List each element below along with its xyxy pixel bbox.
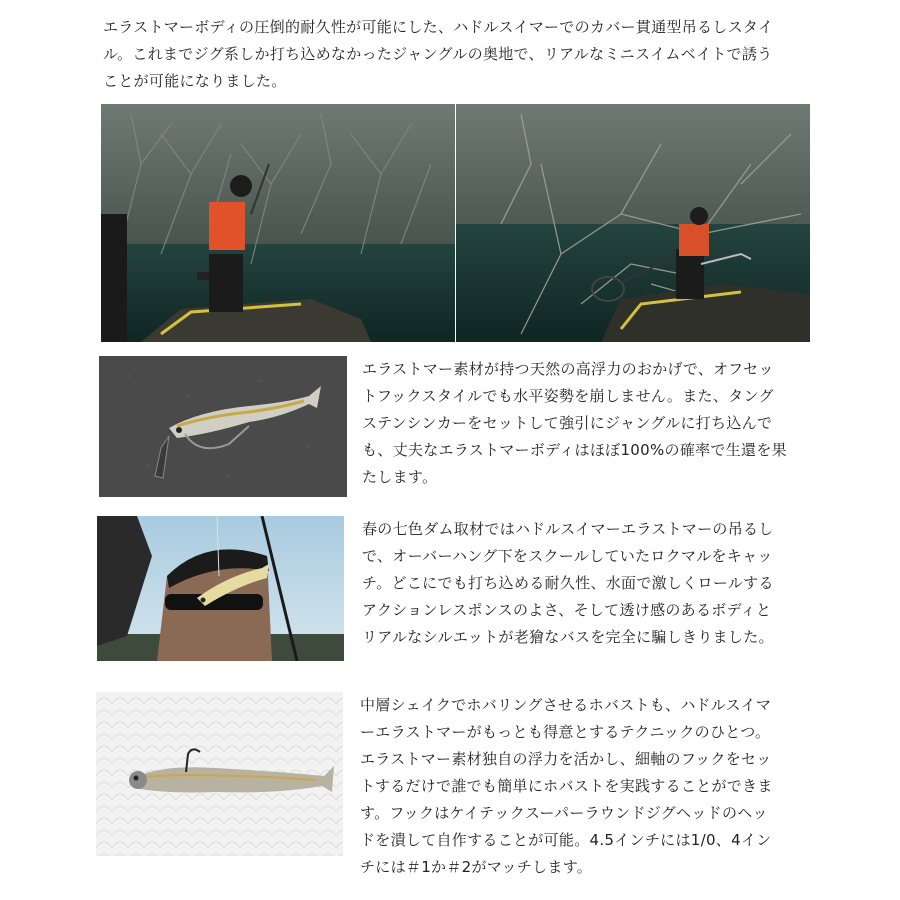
section1-line: エラストマー素材が持つ天然の高浮力のおかげで、オフセッ	[362, 360, 774, 378]
section2-paragraph	[362, 516, 774, 651]
intro-line: ことが可能になりました。	[103, 72, 287, 90]
intro-line: ル。これまでジグ系しか打ち込めなかったジャングルの奥地で、リアルなミニスイムベイトで誘う	[103, 45, 773, 63]
section1-paragraph	[362, 356, 787, 491]
section1-line: ステンシンカーをセットして強引にジャングルに打ち込んで	[362, 414, 773, 432]
fishing-jungle-photo	[101, 104, 810, 342]
section3-line: ドを潰して自作することが可能。4.5インチには1/0、4イン	[360, 831, 772, 849]
section2-line: 春の七色ダム取材ではハドルスイマーエラストマーの吊るし	[362, 520, 774, 538]
angler-holding-lure-photo	[97, 516, 344, 661]
lure-jighead-photo	[96, 692, 343, 856]
section1-line: たします。	[362, 468, 438, 486]
intro-line: エラストマーボディの圧倒的耐久性が可能にした、ハドルスイマーでのカバー貫通型吊るしスタイ	[103, 18, 774, 36]
section2-line: チ。どこにでも打ち込める耐久性、水面で激しくロールする	[362, 574, 774, 592]
section3-line: 中層シェイクでホバリングさせるホバストも、ハドルスイマ	[360, 696, 772, 714]
section3-line: す。フックはケイテックスーパーラウンドジグヘッドのヘッ	[360, 804, 768, 822]
section3-paragraph	[360, 692, 773, 881]
section3-line: ーエラストマーがもっとも得意とするテクニックのひとつ。	[360, 723, 771, 741]
section3-line: チには＃1か＃2がマッチします。	[360, 858, 593, 876]
section2-line: リアルなシルエットが老獪なバスを完全に騙しきりました。	[362, 628, 774, 646]
section3-line: トするだけで誰でも簡単にホバストを実践することができま	[360, 777, 773, 795]
section3-line: エラストマー素材独自の浮力を活かし、細軸のフックをセッ	[360, 750, 772, 768]
section1-line: も、丈夫なエラストマーボディはほぼ100%の確率で生還を果	[362, 441, 787, 459]
section2-line: で、オーバーハング下をスクールしていたロクマルをキャッ	[362, 547, 773, 565]
section1-line: トフックスタイルでも水平姿勢を崩しません。また、タング	[362, 387, 774, 405]
intro-paragraph	[103, 14, 773, 95]
lure-offset-hook-photo	[99, 356, 347, 497]
section2-line: アクションレスポンスのよさ、そして透け感のあるボディと	[362, 601, 772, 619]
